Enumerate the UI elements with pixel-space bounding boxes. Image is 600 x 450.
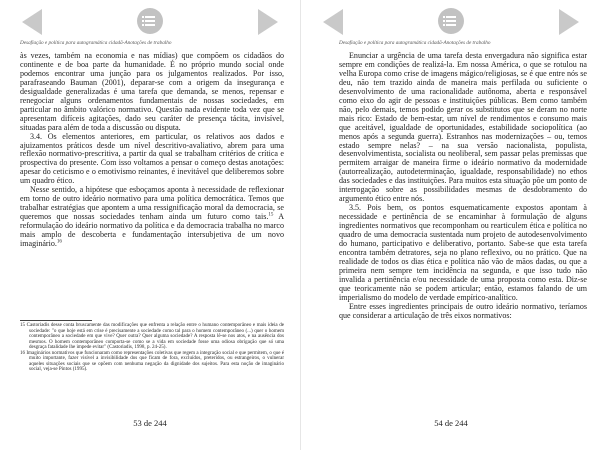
footnote-rule <box>20 320 92 321</box>
next-page-icon[interactable] <box>559 9 579 35</box>
right-body-text <box>339 52 587 321</box>
right-page <box>300 0 600 450</box>
right-page-nav <box>301 8 600 36</box>
left-page-nav <box>0 8 300 36</box>
contents-menu-icon[interactable] <box>438 8 464 34</box>
left-body-text <box>20 52 284 249</box>
page-number: 53 de 244 <box>133 418 167 428</box>
running-head: Desafiação e política para autogramática cidadã-Anotações de trabalho <box>20 40 172 46</box>
footnote: 15 Castoriadis desse conta bruscamente das modificações que enfrenta a relação entre o humano contemporâneo e mais ideia de sociedade: "o que hoje está em crise é precisamente a sociedade como tal para o homem contemporâneo (...) quer o homem contemporâneo a sociedade em que vive? Quer outra? Quer alguma sociedade? A resposta lê-se nos atos, e na ausência dos mesmos. O homem contemporâneo comporta-se como se a vida em sociedade fosse uma odiosa obrigação que só uma desgraça fatalidade lhe impede evitar" (Castoriadis, 1998, p. 24-25). <box>20 322 284 351</box>
footnote-ref[interactable]: 15 <box>268 212 274 218</box>
paragraph: 3.5. Pois bem, os pontos esquematicamente expostos apontam à necessidade e pertinência de se encaminhar à formulação de alguns ingredientes normativos que recomponham ou rearticulem ética e política no quadro de uma democracia sustentada num projeto de autodesenvolvimento do humano, participativo e deliberativo, portanto. Sabe-se que esta tarefa encontra também detratores, seja no plano reflexivo, ou no prático. Que na realidade de todos os dias ética e política não vão de mãos dadas, ou que a primeira nem sempre tem incidência na segunda, e que isso tudo não invalida a pertinência e/ou necessidade de uma proposta como esta. Diz-se que teoricamente não se podem articular; então, estamos falando de um imperialismo do modelo de verdade empírico-analítico. <box>339 203 587 302</box>
footnote: 16 Imaginários normativos que funcionaram como representações coletivas que regem a integração social e que permitem, o que é muito importante, fazer visível a invisibilidade dos que ficam de fora, excluídos, preteridos, ou estrangeiros, o vulnerar aqueles situações sociais que se opõem com nenhuma negação da dignidade dos sujeitos. Para esta noção de imaginário social, veja-se Pintos (1995). <box>20 349 284 373</box>
contents-menu-icon[interactable] <box>137 8 163 34</box>
paragraph: 3.4. Os elementos anteriores, em particular, os relativos aos dados e ajuizamentos práticos desde um nível descritivo-avaliativo, abrem para uma reflexão normativo-prescritiva, a partir da qual se trabalham critérios de crítica e prospectiva do presente. Com isso voltamos a pensar o começo destas anotações: apesar do ceticismo e o emotivismo reinantes, é inevitável que deliberemos sobre um quadro ético. <box>20 131 284 186</box>
footnote-ref[interactable]: 16 <box>56 239 62 245</box>
paragraph: Enunciar a urgência de uma tarefa desta envergadura não significa estar sempre em condições de realizá-la. Em nossa América, o que se rotulou na velha Europa como crise de imagens mágico/religiosas, se é que entre nós se deu, não tem trazido ainda de maneira mais perfilada ou suficiente o desenvolvimento de uma racionalidade autônoma, aberta e responsável como eixo do agir de pessoas e instituições públicas. Bem como também não, pelo demais, temos podido gerar os substitutos que se deram no norte mais rico: Estado de bem-estar, um nível de rendimentos e consumo mais que aceitável, igualdade de oportunidades, estabilidade sociopolítica (ao menos após a segunda guerra). Estranhos nas modernizações – ou, temos estado sempre nelas? – na sua versão nacionalista, populista, desenvolvimentista, socialista ou neoliberal, sem passar pelas premissas que permitem arraigar de maneira firme o ideário normativo da modernidade (autorrealização, autodeterminação, igualdade, responsabilidade) no ethos das sociedades e das instituições. Para muitos esta situação põe um ponto de interrogação sobre as possibilidades mesmas de desdobramento do argumento ético entre nós. <box>339 51 587 204</box>
page-number: 54 de 244 <box>434 418 468 428</box>
paragraph: Nesse sentido, a hipótese que esboçamos aponta à necessidade de reflexionar em torno de outro ideário normativo para uma política democrática. Temos que trabalhar estratégias que apontem a uma ressignificação moral da democracia, se queremos que nossas sociedades tenham ainda um futuro como tais.$^{15}$ A reformulação do ideário normativo da política e da democracia trabalha no marco mais amplo de descoberta e fundamentação intersubjetiva de um novo imaginário.$^{16}$ <box>20 185 285 249</box>
next-page-icon[interactable] <box>258 9 278 35</box>
prev-page-icon[interactable] <box>323 9 343 35</box>
paragraph: às vezes, também na economia e nas mídias) que compõem os cidadãos do continente e de boa parte da humanidade. É no próprio mundo social onde podemos encontrar uma junção para os julgamentos realizados. Por isso, parafraseando Bauman (2001), deparar-se com a origem da insegurança e desigualdade generalizadas é uma tarefa que demanda, se menos, repensar e renegociar alguns ordenamentos fundamentais de nossas sociedades, em particular no âmbito valórico normativo. Questão nada evidente toda vez que se apresentam difíceis agitações, dado seu caráter de presença tácita, invisível, situadas para além de toda a discussão ou disputa. <box>20 51 284 132</box>
running-head: Desafiação e política para autogramática cidadã-Anotações de trabalho <box>339 40 491 46</box>
prev-page-icon[interactable] <box>22 9 42 35</box>
footnotes <box>20 323 284 373</box>
paragraph: Entre esses ingredientes principais de outro ideário normativo, teríamos que considerar a articulação de três eixos normativos: <box>339 301 587 320</box>
